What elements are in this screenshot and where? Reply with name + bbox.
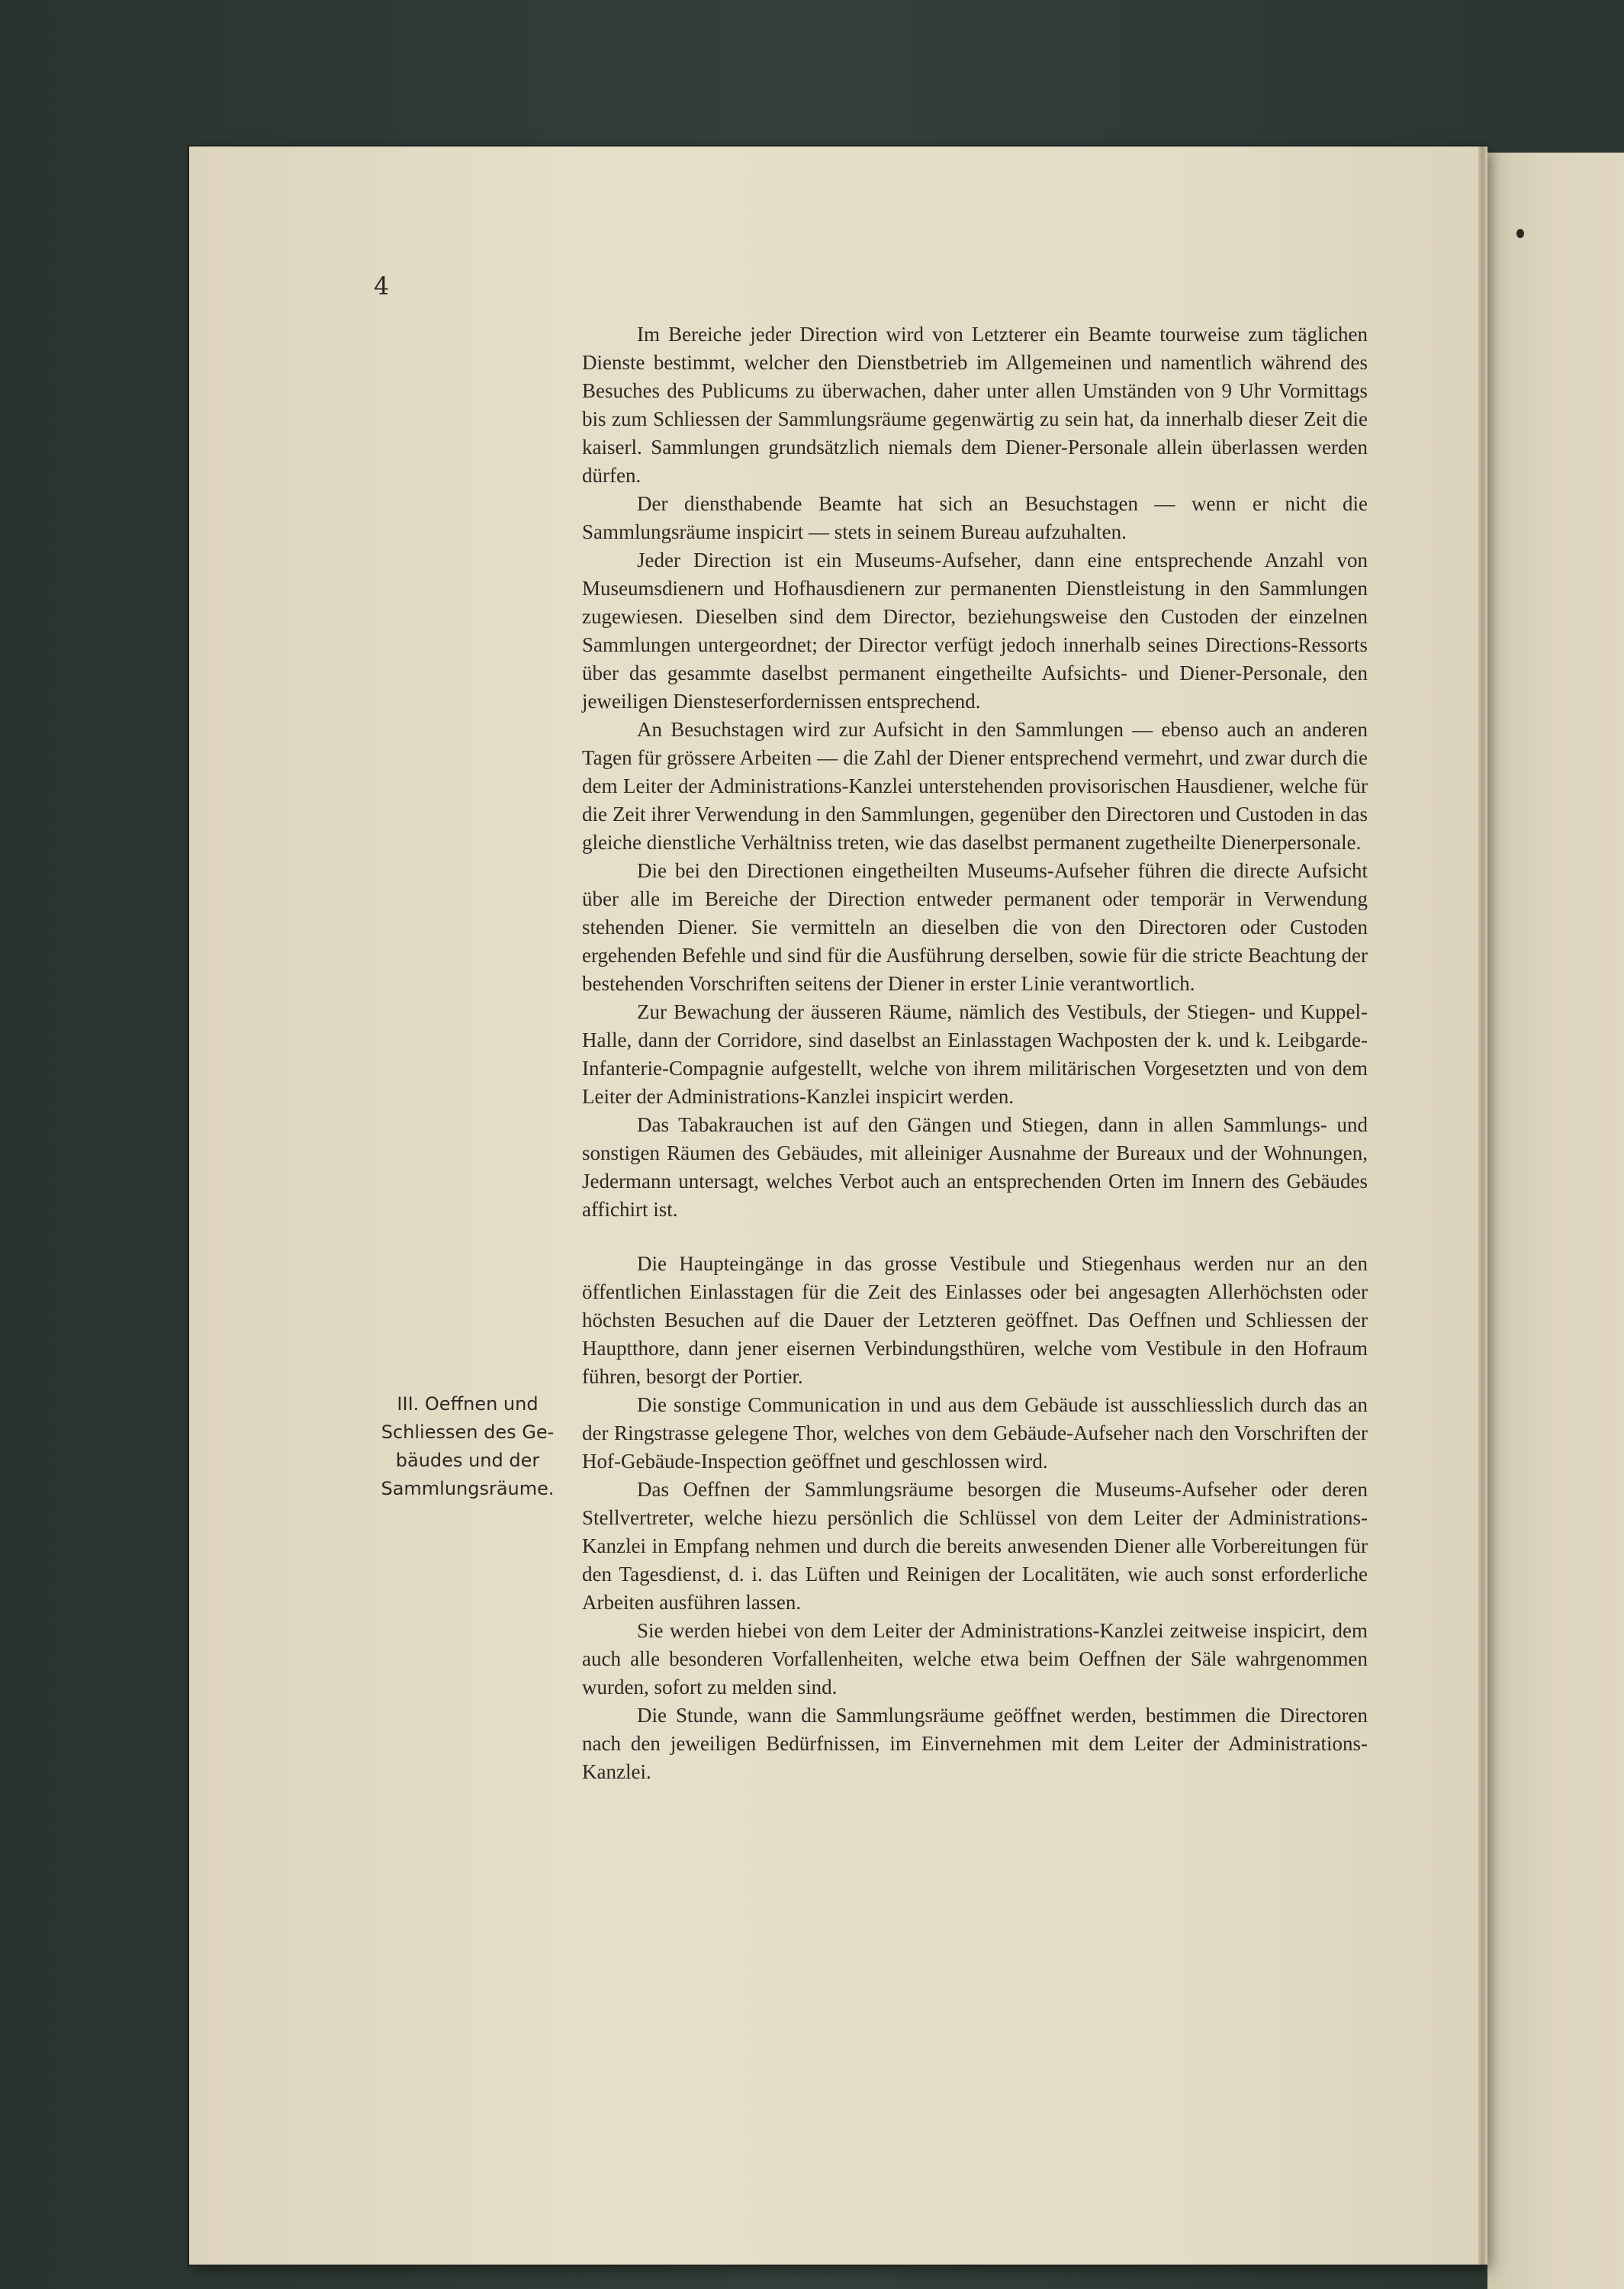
section-paragraph: Die Stunde, wann die Sammlungsräume geöffnet werden, bestimmen die Directoren nach den jeweiligen Bedürfnissen, im Einvernehmen mit dem Leiter der Administrations-Kanzlei. <box>582 1704 1368 1783</box>
paragraph: Im Bereiche jeder Direction wird von Letzterer ein Beamte tourweise zum täglichen Dienste bestimmt, welcher den Dienstbetrieb im Allgemeinen und namentlich während des Besuches des Publicums zu überwachen, daher unter allen Umständen von 9 Uhr Vormittags bis zum Schliessen der Sammlungsräume gegenwärtig zu sein hat, da innerhalb dieser Zeit die kaiserl. Sammlungen grundsätzlich niemals dem Diener-Personale allein überlassen werden dürfen. <box>582 323 1368 487</box>
section-heading-line: Schliessen des Ge- <box>381 1421 555 1443</box>
paragraph: Die bei den Directionen eingetheilten Museums-Aufseher führen die directe Aufsicht über alle im Bereiche der Direction entweder permanent oder temporär in Verwendung stehenden Diener. Sie vermitteln an dieselben die von den Directoren oder Custoden ergehenden Befehle und sind für die Ausführung derselben, sowie für die stricte Beachtung der bestehenden Vorschriften seitens der Diener in erster Linie verantwortlich. <box>582 859 1368 995</box>
paragraph: An Besuchstagen wird zur Aufsicht in den Sammlungen — ebenso auch an anderen Tagen für grössere Arbeiten — die Zahl der Diener entsprechend vermehrt, und zwar durch die dem Leiter der Administrations-Kanzlei unterstehenden provisorischen Hausdiener, welche für die Zeit ihrer Verwendung in den Sammlungen, gegenüber den Directoren und Custoden in das gleiche dienstliche Verhältniss treten, wie das daselbst permanent zugetheilte Dienerpersonale. <box>582 718 1368 854</box>
page-gutter <box>1478 146 1487 2265</box>
facing-page <box>1487 153 1624 2289</box>
page-number: 4 <box>374 272 390 301</box>
paragraph: Das Tabakrauchen ist auf den Gängen und Stiegen, dann in allen Sammlungs- und sonstigen Räumen des Gebäudes, mit alleiniger Ausnahme der Bureaux und der Wohnungen, Jedermann untersagt, welches Verbot auch an entsprechenden Orten im Innern des Gebäudes affichirt ist. <box>582 1113 1368 1221</box>
section-heading-line: Sammlungsräume. <box>381 1478 555 1499</box>
body-text <box>582 320 1368 1786</box>
paragraph: Der diensthabende Beamte hat sich an Besuchstagen — wenn er nicht die Sammlungsräume inspicirt — stets in seinem Bureau aufzuhalten. <box>582 492 1368 543</box>
ink-spot <box>1516 229 1524 238</box>
section-heading-line: III. Oeffnen und <box>397 1393 539 1415</box>
section-paragraph: Das Oeffnen der Sammlungsräume besorgen die Museums-Aufseher oder deren Stellvertreter, welche hiezu persönlich die Schlüssel von dem Leiter der Administrations-Kanzlei in Empfang nehmen und durch die bereits anwesenden Diener alle Vorbereitungen für den Tagesdienst, d. i. das Lüften und Reinigen der Localitäten, wie auch sonst erforderliche Arbeiten ausführen lassen. <box>582 1478 1368 1614</box>
section-paragraph: Sie werden hiebei von dem Leiter der Administrations-Kanzlei zeitweise inspicirt, dem auch alle besonderen Vorfallenheiten, welche etwa beim Oeffnen der Säle wahrgenommen wurden, sofort zu melden sind. <box>582 1619 1368 1698</box>
section-paragraph: Die sonstige Communication in und aus dem Gebäude ist ausschliesslich durch das an der Ringstrasse gelegene Thor, welches von dem Gebäude-Aufseher nach den Vorschriften der Hof-Gebäude-Inspection geöffnet und geschlossen wird. <box>582 1393 1368 1473</box>
section-heading <box>372 1390 563 1503</box>
paragraph: Jeder Direction ist ein Museums-Aufseher, dann eine entsprechende Anzahl von Museumsdienern und Hofhausdienern zur permanenten Dienstleistung in den Sammlungen zugewiesen. Dieselben sind dem Director, beziehungsweise den Custoden der einzelnen Sammlungen untergeordnet; der Director verfügt jedoch innerhalb seines Directions-Ressorts über das gesammte daselbst permanent eingetheilte Aufsichts- und Diener-Personale, den jeweiligen Diensteserfordernissen entsprechend. <box>582 549 1368 713</box>
paragraph: Zur Bewachung der äusseren Räume, nämlich des Vestibuls, der Stiegen- und Kuppel-Halle, dann der Corridore, sind daselbst an Einlasstagen Wachposten der k. und k. Leibgarde-Infanterie-Compagnie aufgestellt, welche von ihrem militärischen Vorgesetzten und von dem Leiter der Administrations-Kanzlei inspicirt werden. <box>582 1000 1368 1108</box>
section-spacer <box>582 1224 1368 1250</box>
section-paragraph: Die Haupteingänge in das grosse Vestibule und Stiegenhaus werden nur an den öffentlichen Einlasstagen für die Zeit des Einlasses oder bei angesagten Allerhöchsten oder höchsten Besuchen auf die Dauer der Letzteren geöffnet. Das Oeffnen und Schliessen der Hauptthore, dann jener eisernen Verbindungsthüren, welche vom Vestibule in den Hofraum führen, besorgt der Portier. <box>582 1252 1368 1388</box>
section-heading-line: bäudes und der <box>395 1450 540 1471</box>
